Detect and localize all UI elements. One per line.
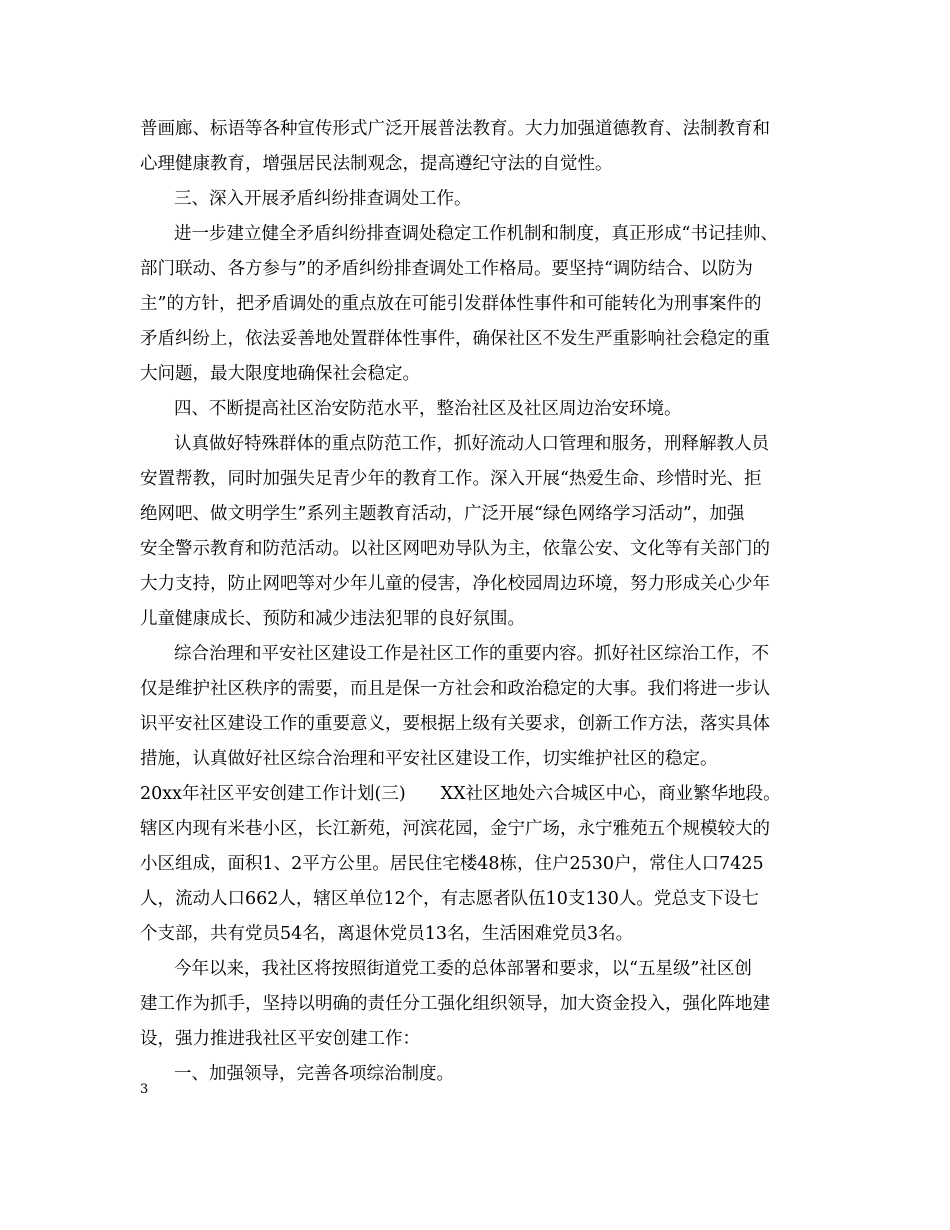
- text-line: 识平安社区建设工作的重要意义，要根据上级有关要求，创新工作方法，落实具体: [140, 714, 770, 734]
- text-line: 仅是维护社区秩序的需要，而且是保一方社会和政治稳定的大事。我们将进一步认: [140, 679, 770, 699]
- text-line: 主”的方针，把矛盾调处的重点放在可能引发群体性事件和可能转化为刑事案件的: [140, 294, 762, 314]
- page-number: 3: [140, 1082, 149, 1097]
- text-line: 认真做好特殊群体的重点防范工作，抓好流动人口管理和服务，刑释解教人员: [174, 434, 769, 454]
- text-line: 个支部，共有党员54名，离退休党员13名，生活困难党员3名。: [140, 924, 634, 944]
- text-line: 人，流动人口662人，辖区单位12个，有志愿者队伍10支130人。党总支下设七: [140, 889, 759, 909]
- text-line: 大力支持，防止网吧等对少年儿童的侵害，净化校园周边环境，努力形成关心少年: [140, 574, 770, 594]
- text-line: 设，强力推进我社区平安创建工作：: [140, 1029, 420, 1049]
- text-line: 综合治理和平安社区建设工作是社区工作的重要内容。抓好社区综治工作，不: [174, 644, 769, 664]
- text-line: 部门联动、各方参与”的矛盾纠纷排查调处工作格局。要坚持“调防结合、以防为: [140, 259, 753, 279]
- text-line: 大问题，最大限度地确保社会稳定。: [140, 364, 420, 384]
- text-line: 绝网吧、做文明学生”系列主题教育活动，广泛开展“绿色网络学习活动”，加强: [140, 504, 745, 524]
- text-line: 建工作为抓手，坚持以明确的责任分工强化组织领导，加大资金投入，强化阵地建: [140, 994, 770, 1014]
- text-line: 普画廊、标语等各种宣传形式广泛开展普法教育。大力加强道德教育、法制教育和: [140, 119, 770, 139]
- text-line: 进一步建立健全矛盾纠纷排查调处稳定工作机制和制度，真正形成“书记挂帅、: [174, 224, 778, 244]
- text-line: 三、深入开展矛盾纠纷排查调处工作。: [174, 189, 472, 209]
- body-text: [140, 112, 812, 1092]
- text-line: 今年以来，我社区将按照街道党工委的总体部署和要求，以“五星级”社区创: [174, 959, 752, 979]
- text-line: 一、加强领导，完善各项综治制度。: [174, 1064, 454, 1084]
- text-line: 措施，认真做好社区综合治理和平安社区建设工作，切实维护社区的稳定。: [140, 749, 718, 769]
- text-line: 20xx年社区平安创建工作计划(三) XX社区地处六合城区中心，商业繁华地段。: [140, 784, 781, 804]
- text-line: 四、不断提高社区治安防范水平，整治社区及社区周边治安环境。: [174, 399, 682, 419]
- text-line: 矛盾纠纷上，依法妥善地处置群体性事件，确保社区不发生严重影响社会稳定的重: [140, 329, 770, 349]
- text-line: 心理健康教育，增强居民法制观念，提高遵纪守法的自觉性。: [140, 154, 613, 174]
- text-line: 儿童健康成长、预防和减少违法犯罪的良好氛围。: [140, 609, 525, 629]
- text-line: 小区组成，面积1、2平方公里。居民住宅楼48栋，住户2530户，常住人口7425: [140, 854, 764, 874]
- text-line: 安全警示教育和防范活动。以社区网吧劝导队为主，依靠公安、文化等有关部门的: [140, 539, 770, 559]
- text-line: 安置帮教，同时加强失足青少年的教育工作。深入开展“热爱生命、珍惜时光、拒: [140, 469, 762, 489]
- text-line: 辖区内现有米巷小区，长江新苑，河滨花园，金宁广场，永宁雅苑五个规模较大的: [140, 819, 770, 839]
